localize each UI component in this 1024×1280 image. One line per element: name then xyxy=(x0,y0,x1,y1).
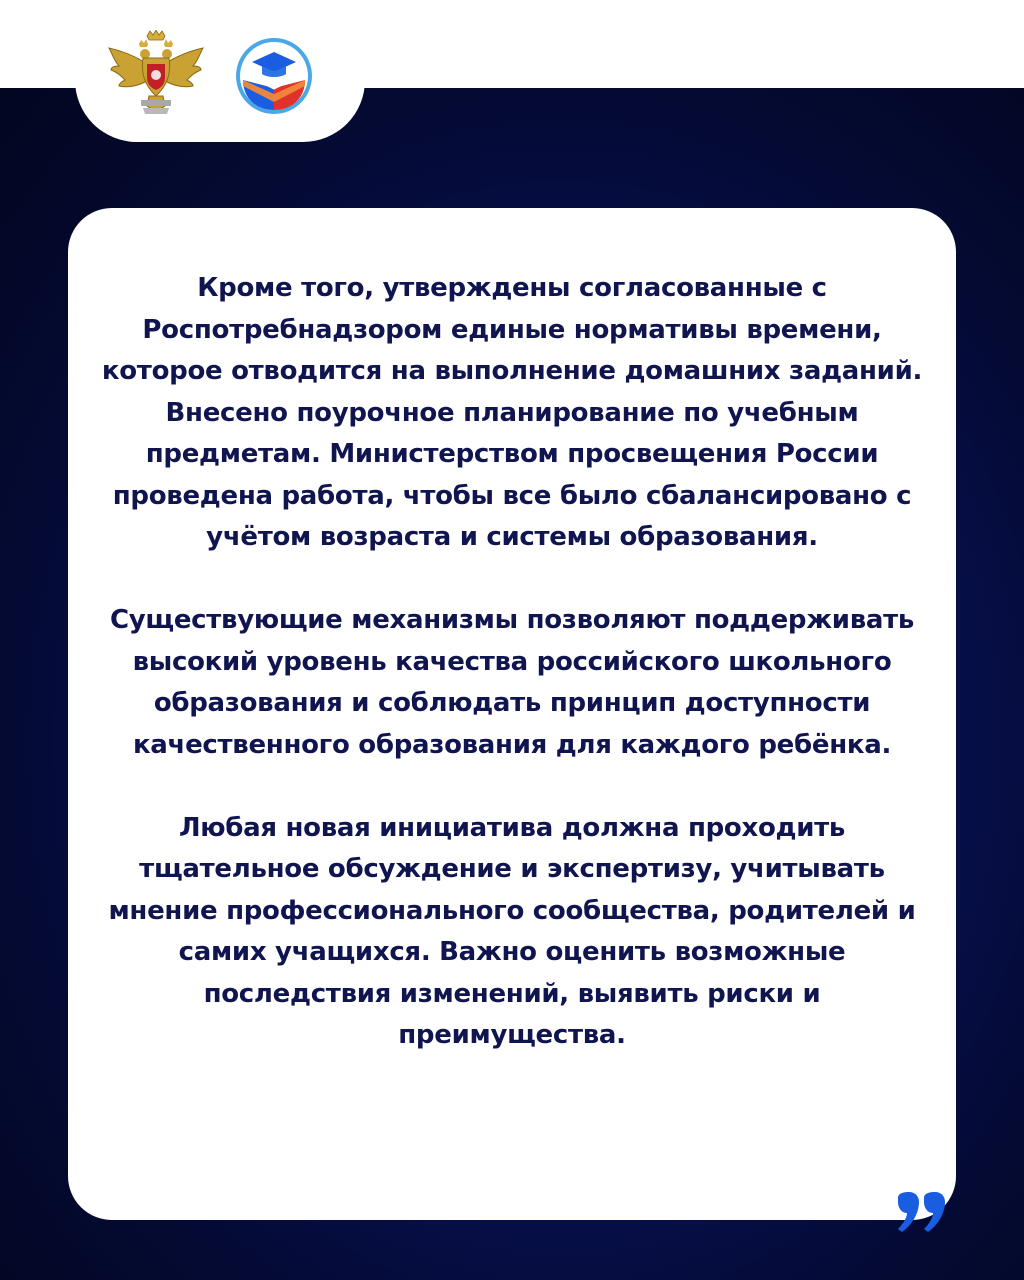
paragraph-homework-norms: Кроме того, утверждены согласованные с Роспотребнадзором единые нормативы времени, которое отводится на выполнение домашних заданий. Внесено поурочное планирование по учебным предметам. Министерством просвещения России проведена работа, чтобы все было сбалансировано с учётом возраста и системы образования. xyxy=(101,273,923,552)
statement-card xyxy=(68,208,956,1220)
paragraph-new-initiatives: Любая новая инициатива должна проходить тщательное обсуждение и экспертизу, учитывать мнение профессионального сообщества, родителей и самих учащихся. Важно оценить возможные последствия изменений, выявить риски и преимущества. xyxy=(108,812,916,1050)
statement-text xyxy=(88,268,936,1057)
education-logo-icon xyxy=(234,36,314,116)
russian-eagle-emblem-icon xyxy=(103,30,209,118)
paragraph-quality-mechanisms: Существующие механизмы позволяют поддерживать высокий уровень качества российского школьного образования и соблюдать принцип доступности качественного образования для каждого ребёнка. xyxy=(109,605,915,760)
closing-quote-icon xyxy=(894,1192,950,1242)
